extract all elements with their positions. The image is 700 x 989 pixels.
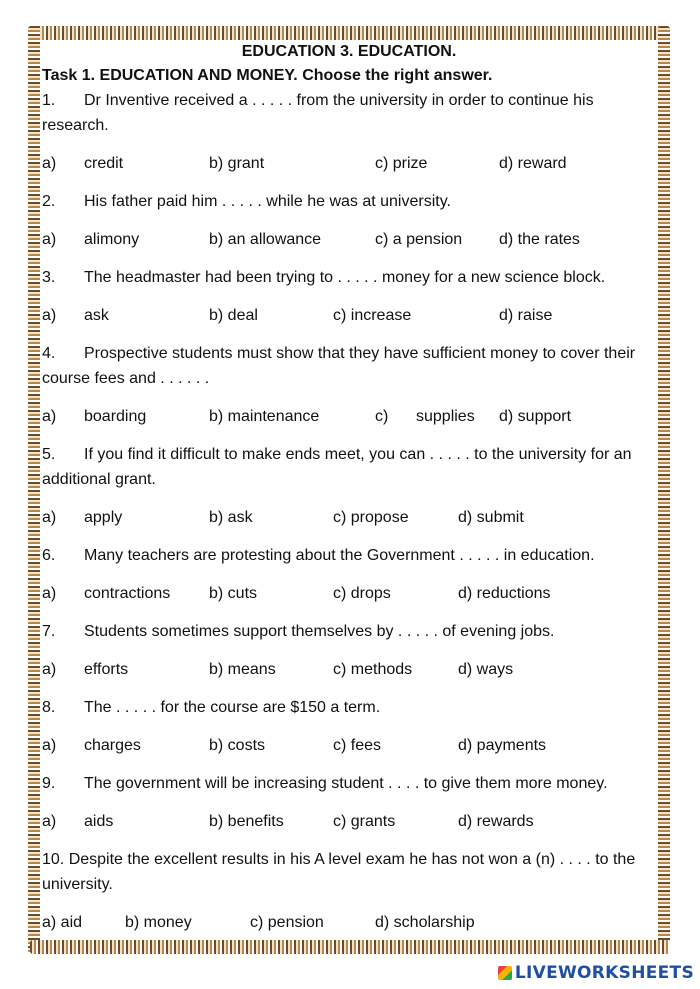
pencil-border-left	[28, 26, 40, 954]
option-a[interactable]: a) aid	[42, 914, 83, 931]
option-c[interactable]: c) grants	[333, 813, 396, 830]
question-text: Many teachers are protesting about the Government . . . . . in education.	[84, 547, 595, 564]
option-d[interactable]: d) raise	[499, 307, 553, 324]
question-number: 6.	[42, 547, 56, 564]
option-c[interactable]: c) propose	[333, 509, 409, 526]
options-1	[42, 151, 656, 189]
option-a-marker[interactable]: a)	[42, 307, 57, 324]
question-text: The government will be increasing student . . . . to give them more money.	[84, 775, 608, 792]
page-title: EDUCATION 3. EDUCATION.	[241, 43, 457, 60]
options-9	[42, 809, 656, 847]
option-c[interactable]: c) drops	[333, 585, 391, 602]
option-d[interactable]: d) the rates	[499, 231, 580, 248]
option-a[interactable]: efforts	[84, 661, 129, 678]
option-d[interactable]: d) payments	[458, 737, 547, 754]
question-text: Students sometimes support themselves by . . . . . of evening jobs.	[84, 623, 555, 640]
pencil-border-top	[30, 26, 670, 40]
option-a[interactable]: aids	[84, 813, 114, 830]
logo-mark-icon	[498, 966, 512, 980]
question-text: Prospective students must show that they have sufficient money to cover their course fees and . . . . . .	[42, 345, 636, 387]
option-a-marker[interactable]: a)	[42, 155, 57, 172]
option-c[interactable]: c) a pension	[375, 231, 463, 248]
question-number: 5.	[42, 446, 56, 463]
option-a-marker[interactable]: a)	[42, 231, 57, 248]
option-c[interactable]: c) fees	[333, 737, 382, 754]
option-b[interactable]: b) maintenance	[209, 408, 320, 425]
option-d[interactable]: d) ways	[458, 661, 514, 678]
question-number: 3.	[42, 269, 56, 286]
option-b[interactable]: b) money	[125, 914, 192, 931]
options-6	[42, 581, 656, 619]
option-a[interactable]: contractions	[84, 585, 171, 602]
option-d[interactable]: d) submit	[458, 509, 524, 526]
question-1	[42, 88, 656, 151]
option-c[interactable]: supplies	[416, 408, 475, 425]
options-7	[42, 657, 656, 695]
question-number: 4.	[42, 345, 56, 362]
logo-text: LIVEWORKSHEETS	[514, 963, 694, 983]
option-d[interactable]: d) rewards	[458, 813, 534, 830]
question-text: The . . . . . for the course are $150 a term.	[84, 699, 381, 716]
option-a[interactable]: boarding	[84, 408, 147, 425]
options-3	[42, 303, 656, 341]
option-a-marker[interactable]: a)	[42, 585, 57, 602]
question-text: If you find it difficult to make ends meet, you can . . . . . to the university for an additional grant.	[42, 446, 632, 488]
question-text: His father paid him . . . . . while he was at university.	[84, 193, 451, 210]
option-b[interactable]: b) means	[209, 661, 276, 678]
task-heading: Task 1. EDUCATION AND MONEY. Choose the right answer.	[42, 67, 493, 84]
option-d[interactable]: d) reward	[499, 155, 567, 172]
option-c[interactable]: c) increase	[333, 307, 412, 324]
question-7	[42, 619, 656, 657]
option-b[interactable]: b) deal	[209, 307, 258, 324]
option-c[interactable]: c) prize	[375, 155, 428, 172]
option-a-marker[interactable]: a)	[42, 813, 57, 830]
option-a[interactable]: charges	[84, 737, 141, 754]
option-b[interactable]: b) cuts	[209, 585, 258, 602]
option-a[interactable]: alimony	[84, 231, 140, 248]
option-d[interactable]: d) support	[499, 408, 572, 425]
option-b[interactable]: b) costs	[209, 737, 266, 754]
question-number: 10.	[42, 851, 65, 868]
question-2	[42, 189, 656, 227]
question-number: 9.	[42, 775, 56, 792]
question-text: Dr Inventive received a . . . . . from the university in order to continue his research.	[42, 92, 594, 134]
pencil-border-bottom	[30, 940, 670, 954]
question-number: 2.	[42, 193, 56, 210]
option-a[interactable]: apply	[84, 509, 123, 526]
option-d[interactable]: d) reductions	[458, 585, 551, 602]
question-number: 1.	[42, 92, 56, 109]
question-text: The headmaster had been trying to . . . . . money for a new science block.	[84, 269, 606, 286]
liveworksheets-logo	[498, 962, 694, 984]
question-9	[42, 771, 656, 809]
options-2	[42, 227, 656, 265]
question-6	[42, 543, 656, 581]
options-8	[42, 733, 656, 771]
option-a-marker[interactable]: a)	[42, 408, 57, 425]
question-3	[42, 265, 656, 303]
option-a[interactable]: credit	[84, 155, 124, 172]
worksheet	[42, 40, 656, 948]
options-5	[42, 505, 656, 543]
pencil-border-right	[658, 26, 670, 954]
option-b[interactable]: b) benefits	[209, 813, 284, 830]
option-d[interactable]: d) scholarship	[375, 914, 475, 931]
option-b[interactable]: b) an allowance	[209, 231, 322, 248]
option-a-marker[interactable]: a)	[42, 737, 57, 754]
option-c[interactable]: c) pension	[250, 914, 324, 931]
question-4	[42, 341, 656, 404]
question-number: 8.	[42, 699, 56, 716]
option-b[interactable]: b) grant	[209, 155, 265, 172]
option-c-marker[interactable]: c)	[375, 408, 389, 425]
option-c[interactable]: c) methods	[333, 661, 413, 678]
question-5	[42, 442, 656, 505]
question-8	[42, 695, 656, 733]
question-number: 7.	[42, 623, 56, 640]
question-10	[42, 847, 656, 910]
option-a[interactable]: ask	[84, 307, 109, 324]
options-4	[42, 404, 656, 442]
option-b[interactable]: b) ask	[209, 509, 253, 526]
option-a-marker[interactable]: a)	[42, 661, 57, 678]
option-a-marker[interactable]: a)	[42, 509, 57, 526]
question-text: Despite the excellent results in his A level exam he has not won a (n) . . . . to the university.	[42, 851, 636, 893]
